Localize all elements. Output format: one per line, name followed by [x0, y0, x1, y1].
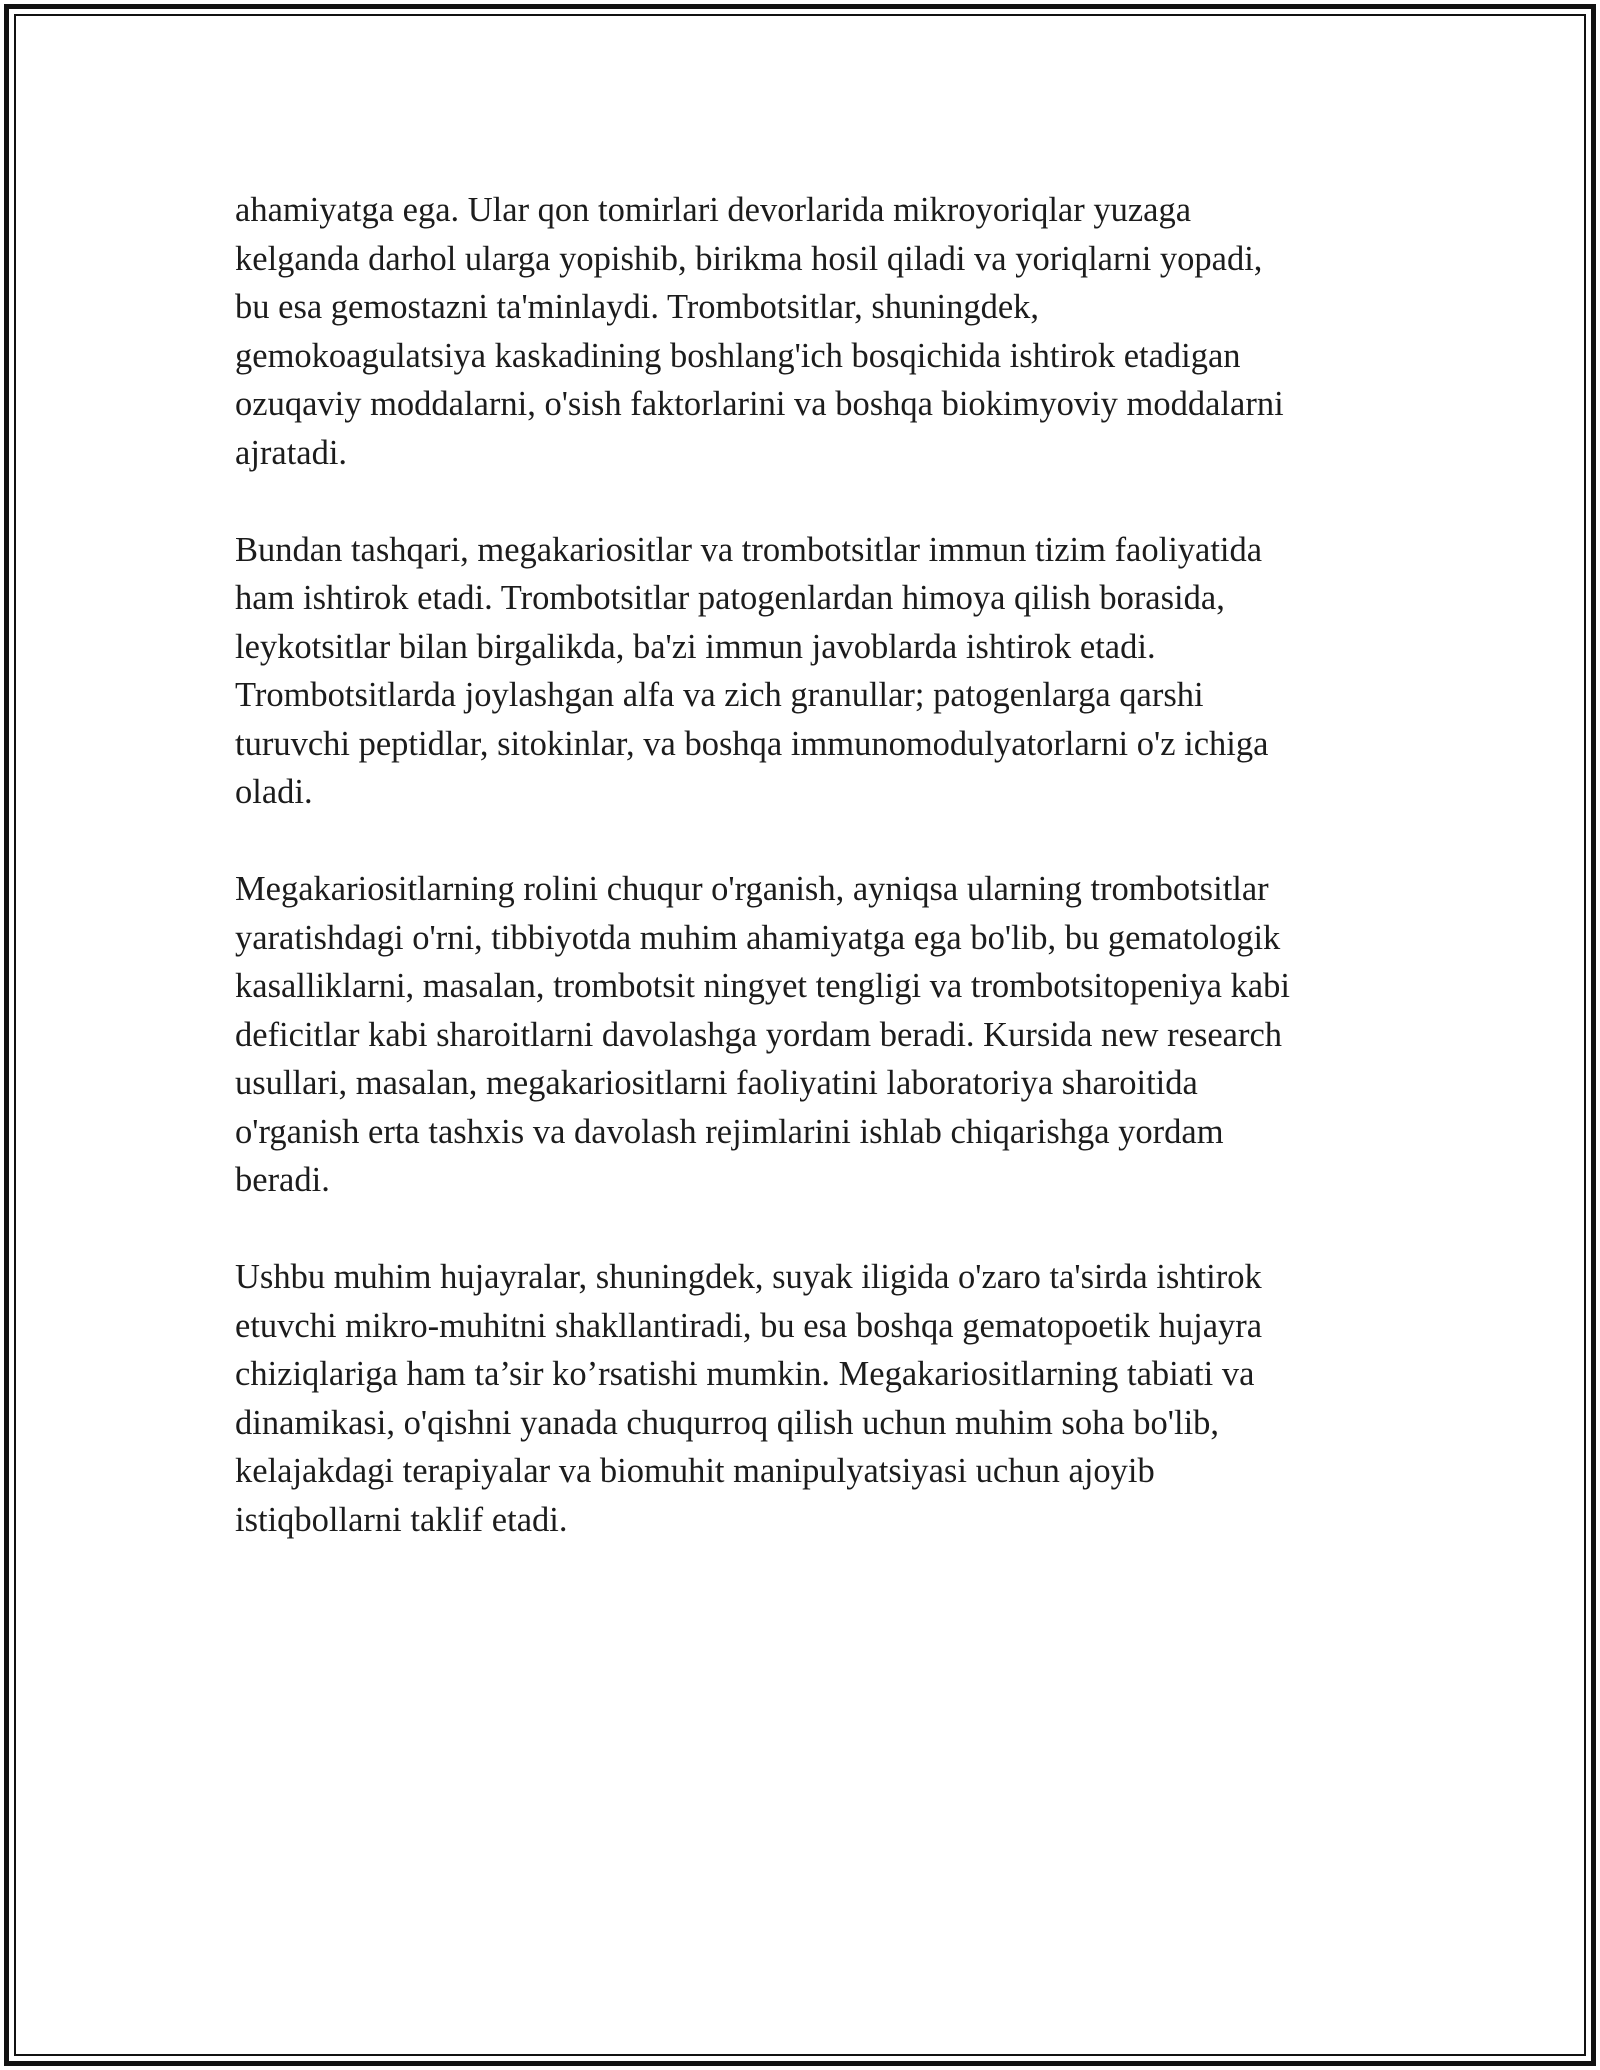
paragraph-1: ahamiyatga ega. Ular qon tomirlari devorlarida mikroyoriqlar yuzaga kelganda darhol ularga yopishib, birikma hosil qiladi va yoriqlarni yopadi, bu esa gemostazni ta'minlaydi. Trombotsitlar, shuningdek, gemokoagulatsiya kaskadining boshlang'ich bosqichida ishtirok etadigan ozuqaviy moddalarni, o'sish faktorlarini va boshqa biokimyoviy moddalarni ajratadi. [235, 191, 1284, 472]
document-body [235, 186, 1365, 1593]
paragraph-4: Ushbu muhim hujayralar, shuningdek, suyak iligida o'zaro ta'sirda ishtirok etuvchi mikro-muhitni shakllantiradi, bu esa boshqa gematopoetik hujayra chiziqlariga ham ta’sir ko’rsatishi mumkin. Megakariositlarning tabiati va dinamikasi, o'qishni yanada chuqurroq qilish uchun muhim soha bo'lib, kelajakdagi terapiyalar va biomuhit manipulyatsiyasi uchun ajoyib istiqbollarni taklif etadi. [235, 1258, 1263, 1539]
paragraph-2: Bundan tashqari, megakariositlar va trombotsitlar immun tizim faoliyatida ham ishtirok etadi. Trombotsitlar patogenlardan himoya qilish borasida, leykotsitlar bilan birgalikda, ba'zi immun javoblarda ishtirok etadi. Trombotsitlarda joylashgan alfa va zich granullar; patogenlarga qarshi turuvchi peptidlar, sitokinlar, va boshqa immunomodulyatorlarni o'z ichiga oladi. [235, 530, 1269, 811]
paragraph-3: Megakariositlarning rolini chuqur o'rganish, ayniqsa ularning trombotsitlar yaratishdagi o'rni, tibbiyotda muhim ahamiyatga ega bo'lib, bu gematologik kasalliklarni, masalan, trombotsit ningyet tengligi va trombotsitopeniya kabi deficitlar kabi sharoitlarni davolashga yordam beradi. Kursida new research usullari, masalan, megakariositlarni faoliyatini laboratoriya sharoitida o'rganish erta tashxis va davolash rejimlarini ishlab chiqarishga yordam beradi. [235, 870, 1290, 1199]
